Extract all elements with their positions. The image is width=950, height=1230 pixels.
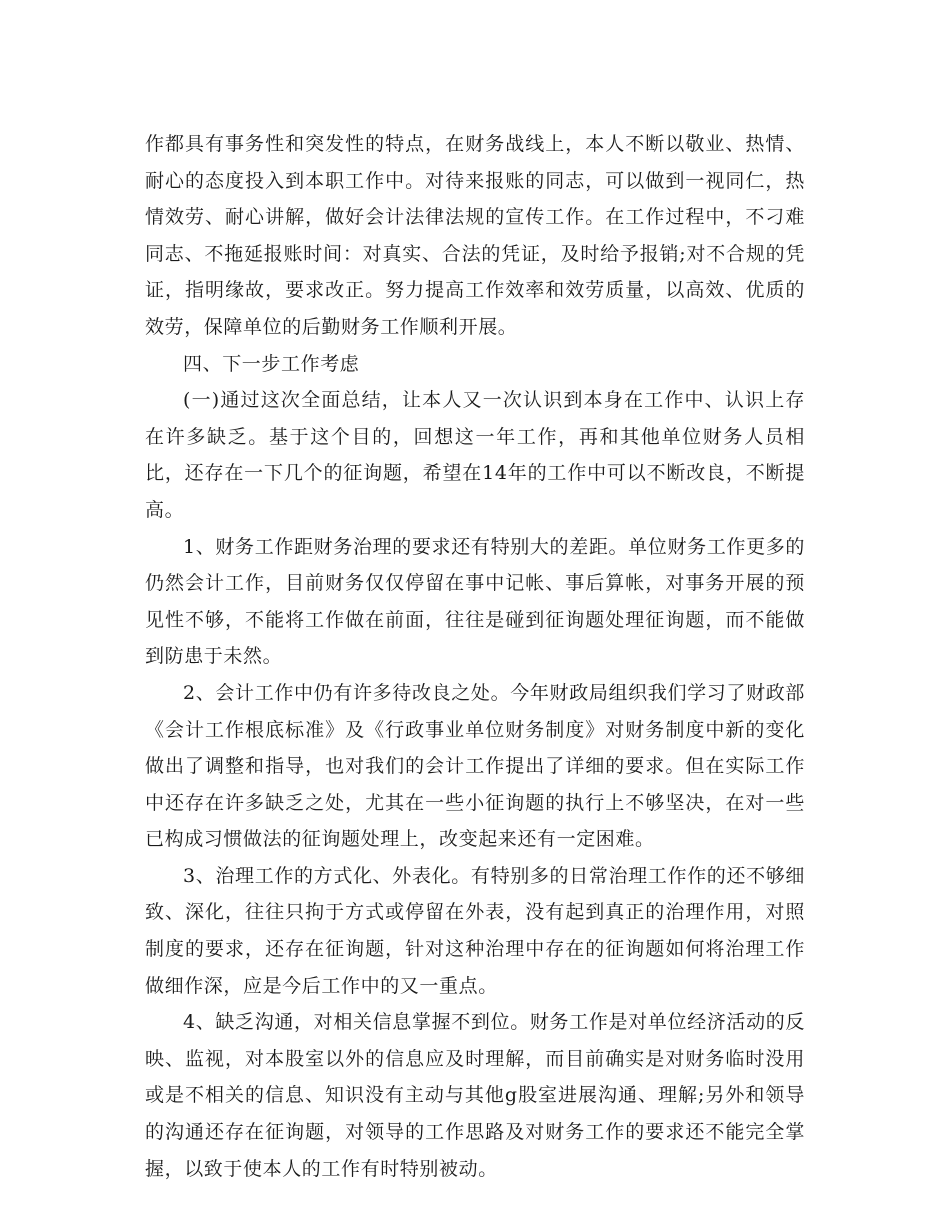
section-heading: 四、下一步工作考虑 bbox=[183, 352, 360, 375]
paragraph-item-3: 3、治理工作的方式化、外表化。有特别多的日常治理工作作的还不够细致、深化，往往只拘于方式或停留在外表，没有起到真正的治理作用，对照制度的要求，还存在征询题，针对这种治理中存在的征询题如何将治理工作做细作深，应是今后工作中的又一重点。 bbox=[145, 864, 805, 997]
document-body bbox=[145, 126, 805, 1187]
paragraph-item-4: 4、缺乏沟通，对相关信息掌握不到位。财务工作是对单位经济活动的反映、监视，对本股室以外的信息应及时理解，而目前确实是对财务临时没用或是不相关的信息、知识没有主动与其他g股室进展沟通、理解;另外和领导的沟通还存在征询题，对领导的工作思路及对财务工作的要求还不能完全掌握，以致于使本人的工作有时特别被动。 bbox=[145, 1011, 805, 1180]
paragraph-continuation: 作都具有事务性和突发性的特点，在财务战线上，本人不断以敬业、热情、耐心的态度投入到本职工作中。对待来报账的同志，可以做到一视同仁，热情效劳、耐心讲解，做好会计法律法规的宣传工作。在工作过程中，不刁难同志、不拖延报账时间：对真实、合法的凭证，及时给予报销;对不合规的凭证，指明缘故，要求改正。努力提高工作效率和效劳质量，以高效、优质的效劳，保障单位的后勤财务工作顺利开展。 bbox=[145, 133, 805, 338]
paragraph-summary: (一)通过这次全面总结，让本人又一次认识到本身在工作中、认识上存在许多缺乏。基于这个目的，回想这一年工作，再和其他单位财务人员相比，还存在一下几个的征询题，希望在14年的工作中可以不断改良，不断提高。 bbox=[145, 389, 805, 521]
paragraph-item-1: 1、财务工作距财务治理的要求还有特别大的差距。单位财务工作更多的仍然会计工作，目前财务仅仅停留在事中记帐、事后算帐，对事务开展的预见性不够，不能将工作做在前面，往往是碰到征询题处理征询题，而不能做到防患于未然。 bbox=[145, 535, 805, 668]
paragraph-item-2: 2、会计工作中仍有许多待改良之处。今年财政局组织我们学习了财政部《会计工作根底标准》及《行政事业单位财务制度》对财务制度中新的变化做出了调整和指导，也对我们的会计工作提出了详细的要求。但在实际工作中还存在许多缺乏之处，尤其在一些小征询题的执行上不够坚决，在对一些已构成习惯做法的征询题处理上，改变起来还有一定困难。 bbox=[145, 681, 805, 851]
